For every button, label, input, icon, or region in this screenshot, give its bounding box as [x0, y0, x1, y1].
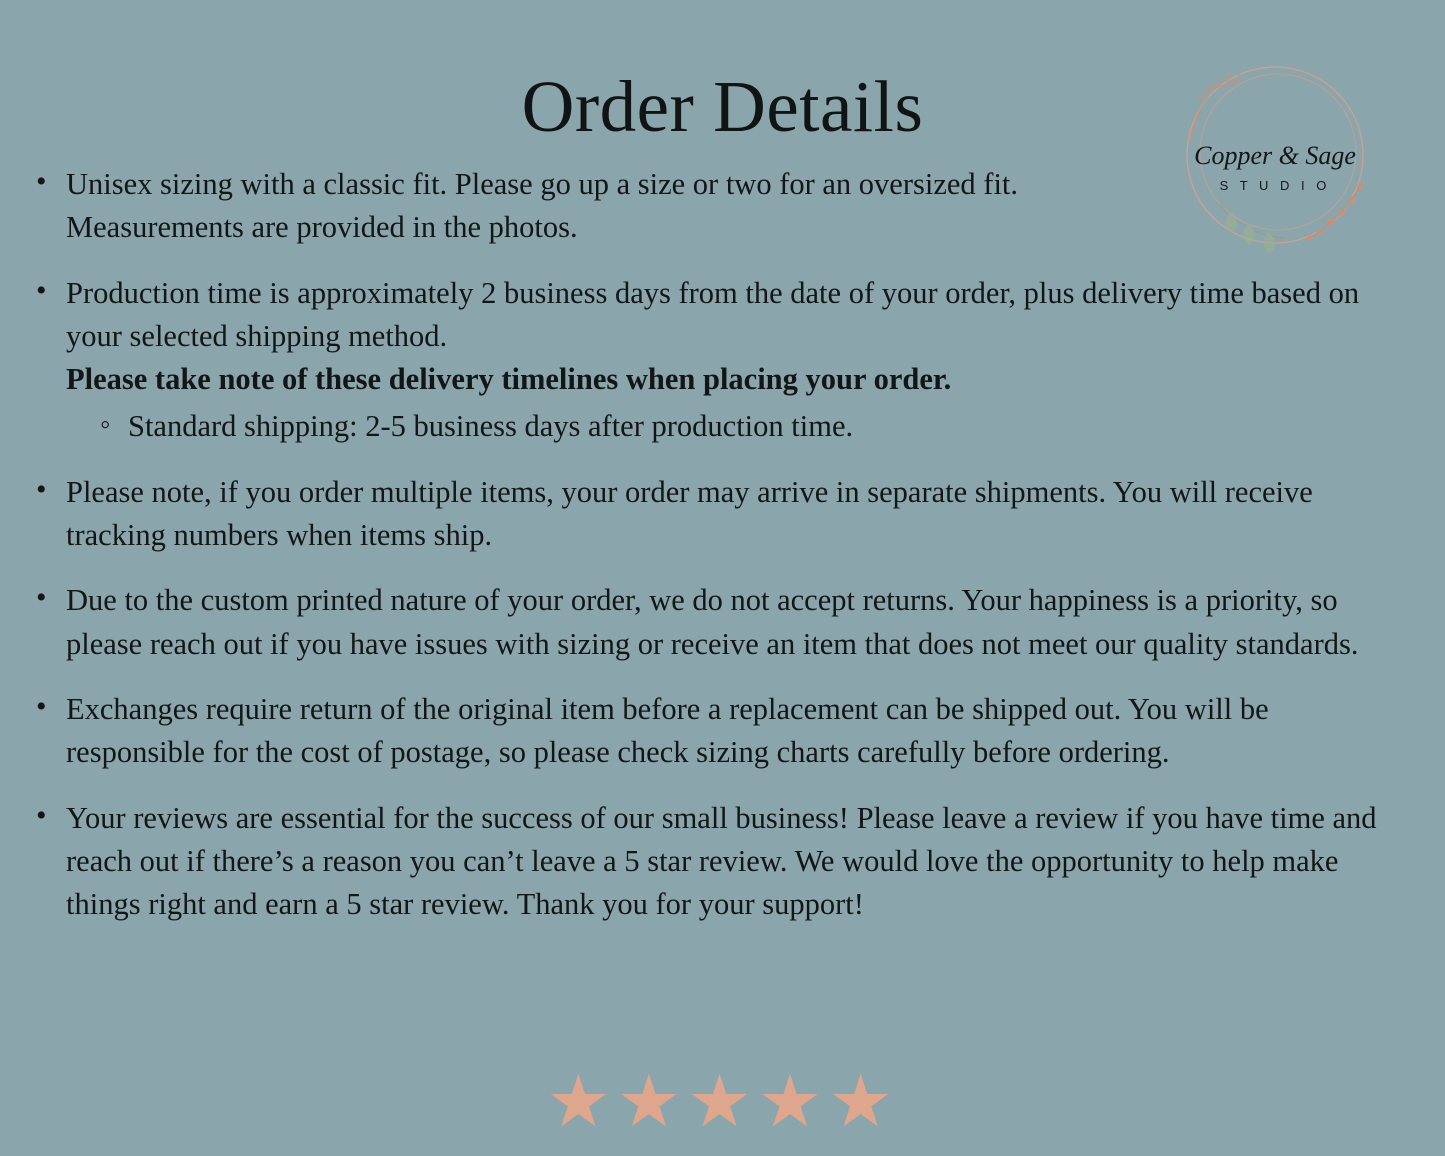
list-item [30, 579, 1383, 666]
bullet-text: Exchanges require return of the original item before a replacement can be shipped out. You will be responsible for the cost of postage, so please check sizing charts carefully before ordering. [66, 691, 1269, 770]
delivery-timelines-note: Please take note of these delivery timelines when placing your order. [66, 362, 952, 397]
star-icon: ★ [828, 1062, 899, 1142]
list-item [30, 272, 1383, 449]
star-icon: ★ [546, 1062, 617, 1142]
star-icon: ★ [757, 1062, 829, 1142]
list-item [30, 688, 1383, 775]
brand-sub-text: S T U D I O [1219, 178, 1331, 193]
bullet-text: Production time is approximately 2 business days from the date of your order, plus delivery time based on your selected shipping method. [66, 275, 1360, 353]
brand-name-text: Copper & Sage [1194, 141, 1356, 170]
details-content [0, 143, 1445, 926]
star-rating [0, 1062, 1445, 1142]
bullet-text: Due to the custom printed nature of your order, we do not accept returns. Your happiness is a priority, so please reach out if you have issues with sizing or receive an item that does not meet our quality standards. [66, 583, 1359, 661]
order-details-list [30, 163, 1383, 926]
bullet-text: Unisex sizing with a classic fit. Please go up a size or two for an oversized fit. Measurements are provided in the photos. [66, 167, 1019, 245]
list-item [30, 163, 1383, 250]
list-item [30, 471, 1383, 558]
sub-bullet-text: Standard shipping: 2-5 business days after production time. [128, 409, 854, 444]
bullet-text: Please note, if you order multiple items, your order may arrive in separate shipments. You will receive tracking numbers when items ship. [66, 474, 1313, 553]
bullet-text: Your reviews are essential for the success of our small business! Please leave a review if you have time and reach out if there’s a reason you can’t leave a 5 star review. We would love the opportunity to help make things right and earn a 5 star review. Thank you for your support! [66, 800, 1377, 922]
list-item [30, 797, 1383, 927]
star-icon: ★ [616, 1062, 688, 1142]
shipping-options-list [66, 405, 1383, 448]
page-title: Order Details [521, 66, 924, 147]
star-icon: ★ [687, 1062, 758, 1142]
list-item [128, 405, 1383, 448]
